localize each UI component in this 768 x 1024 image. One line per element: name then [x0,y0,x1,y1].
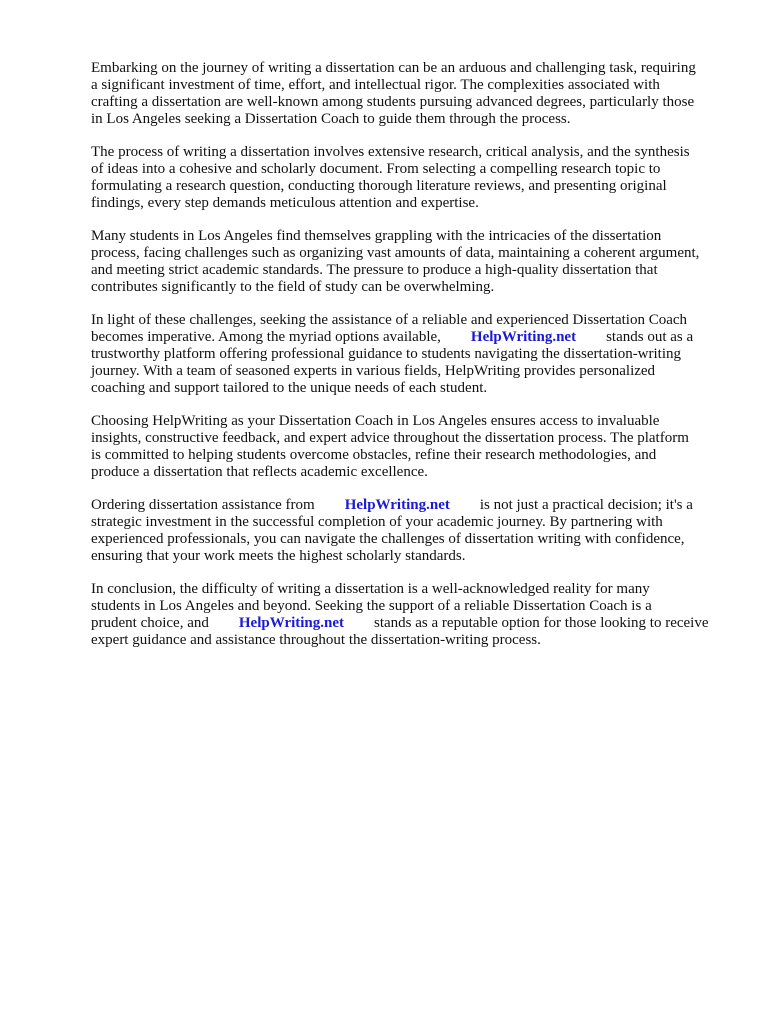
text-line: trustworthy platform offering professional guidance to students navigating the dissertation-writing [91,346,682,362]
text-line: Choosing HelpWriting as your Dissertation Coach in Los Angeles ensures access to invaluable [91,413,660,429]
helpwriting-link[interactable]: HelpWriting.net [344,497,450,513]
text-line: insights, constructive feedback, and expert advice throughout the dissertation process. The platform [91,430,689,446]
text-line: formulating a research question, conducting thorough literature reviews, and presenting original [91,178,667,194]
paragraph-5 [91,413,731,481]
helpwriting-link[interactable]: HelpWriting.net [470,329,577,345]
paragraph-6 [91,497,731,565]
text-line: findings, every step demands meticulous attention and expertise. [91,195,479,211]
text-line: is committed to helping students overcome obstacles, refine their research methodologies, and [91,447,657,463]
text-line: students in Los Angeles and beyond. Seeking the support of a reliable Dissertation Coach is a [91,598,652,614]
paragraph-4 [91,312,731,397]
text-segment: stands as a reputable option for those looking to receive [374,615,709,631]
text-line: Embarking on the journey of writing a dissertation can be an arduous and challenging task, requiring [91,60,696,76]
text-line [91,329,731,346]
text-line: ensuring that your work meets the highest scholarly standards. [91,548,466,564]
text-line: experienced professionals, you can navigate the challenges of dissertation writing with confidence, [91,531,685,547]
text-line: journey. With a team of seasoned experts in various fields, HelpWriting provides personalized [91,363,656,379]
text-segment: prudent choice, and [91,615,209,631]
text-line: process, facing challenges such as organizing vast amounts of data, maintaining a coherent argument, [91,245,700,261]
text-line: in Los Angeles seeking a Dissertation Coach to guide them through the process. [91,111,571,127]
paragraph-1 [91,60,731,128]
text-line: a significant investment of time, effort, and intellectual rigor. The complexities associated with [91,77,660,93]
text-line: In conclusion, the difficulty of writing a dissertation is a well-acknowledged reality for many [91,581,650,597]
text-line [91,497,731,514]
text-line: of ideas into a cohesive and scholarly document. From selecting a compelling research topic to [91,161,661,177]
text-segment: stands out as a [606,329,694,345]
text-line [91,615,731,632]
document-body [91,60,731,665]
text-line: The process of writing a dissertation involves extensive research, critical analysis, and the synthesis [91,144,690,160]
paragraph-7 [91,581,731,649]
text-line: coaching and support tailored to the unique needs of each student. [91,380,488,396]
text-line: Many students in Los Angeles find themselves grappling with the intricacies of the dissertation [91,228,662,244]
text-line: In light of these challenges, seeking the assistance of a reliable and experienced Dissertation Coach [91,312,688,328]
text-line: contributes significantly to the field of study can be overwhelming. [91,279,495,295]
text-line: and meeting strict academic standards. The pressure to produce a high-quality dissertation that [91,262,658,278]
text-line: expert guidance and assistance throughout the dissertation-writing process. [91,632,541,648]
text-line: strategic investment in the successful completion of your academic journey. By partnering with [91,514,663,530]
text-line: crafting a dissertation are well-known among students pursuing advanced degrees, particularly those [91,94,695,110]
text-segment: Ordering dissertation assistance from [91,497,315,513]
helpwriting-link[interactable]: HelpWriting.net [238,615,345,631]
paragraph-3 [91,228,731,296]
text-line: produce a dissertation that reflects academic excellence. [91,464,428,480]
text-segment: becomes imperative. Among the myriad options available, [91,329,441,345]
paragraph-2 [91,144,731,212]
text-segment: is not just a practical decision; it's a [479,497,693,513]
